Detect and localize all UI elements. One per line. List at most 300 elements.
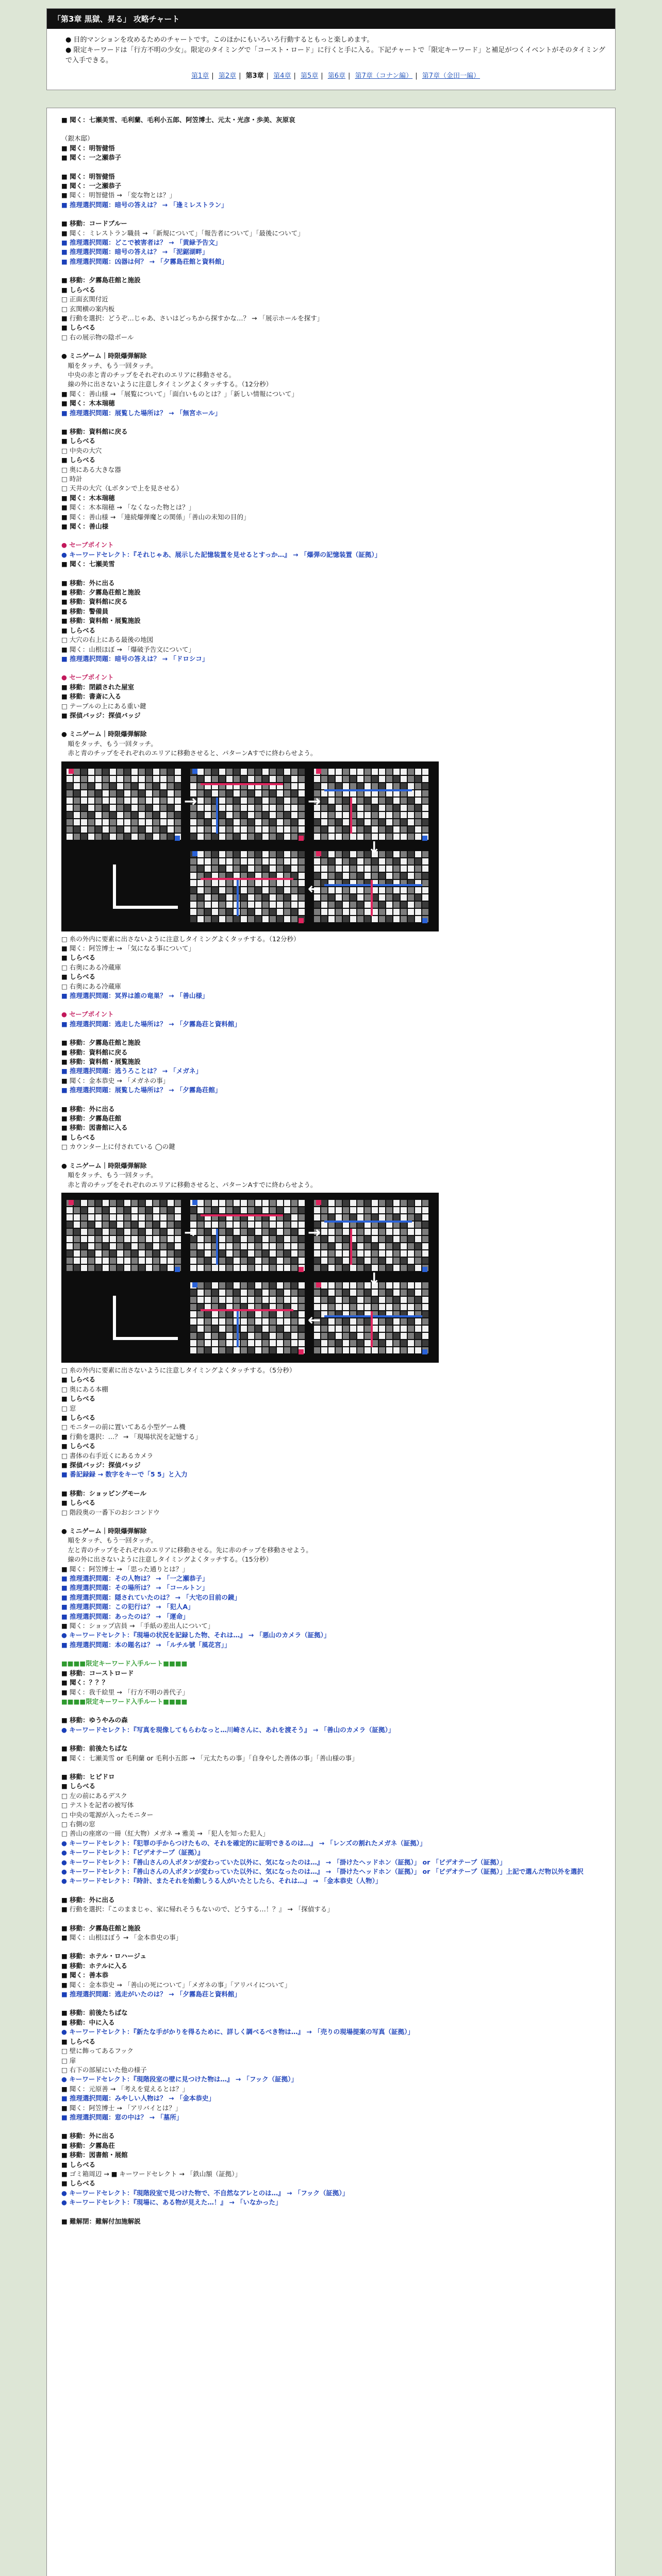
grid-cell: [168, 1207, 174, 1213]
grid-cell: [117, 826, 123, 833]
grid-cell: [190, 887, 196, 893]
grid-cell: [393, 858, 400, 865]
route-path: [324, 789, 412, 791]
flow-arrow-icon: ←: [308, 879, 321, 898]
grid-cell: [262, 1229, 269, 1235]
grid-cell: [95, 798, 102, 804]
grid-cell: [328, 887, 335, 893]
grid-cell: [321, 873, 327, 879]
grid-cell: [234, 866, 240, 872]
grid-cell: [379, 916, 385, 922]
chart-step: ■ しらべる: [61, 1442, 96, 1450]
grid-cell: [262, 1222, 269, 1228]
grid-cell: [205, 812, 211, 818]
grid-cell: [88, 826, 94, 833]
grid-cell: [328, 851, 335, 857]
grid-cell: [262, 1200, 269, 1206]
grid-cell: [270, 1282, 276, 1289]
grid-cell: [197, 776, 204, 782]
grid-cell: [379, 776, 385, 782]
grid-cell: [336, 866, 342, 872]
grid-cell: [299, 866, 305, 872]
grid-cell: [103, 783, 109, 789]
grid-cell: [314, 858, 320, 865]
grid-cell: [343, 826, 349, 833]
grid-cell: [248, 887, 254, 893]
grid-cell: [328, 1200, 335, 1206]
grid-cell: [321, 1347, 327, 1353]
grid-cell: [74, 805, 80, 811]
grid-cell: [357, 776, 363, 782]
chart-step: ■ 聞く：ショップ店員 → 「手紙の差出人について」: [61, 1622, 214, 1630]
grid-cell: [422, 1290, 428, 1296]
grid-cell: [386, 916, 392, 922]
grid-cell: [422, 1243, 428, 1249]
grid-cell: [226, 1326, 233, 1332]
chapter-link-1[interactable]: 第1章: [191, 72, 209, 80]
grid-cell: [284, 812, 290, 818]
grid-cell: [270, 1326, 276, 1332]
grid-cell: [226, 851, 233, 857]
grid-cell: [422, 902, 428, 908]
grid-cell: [393, 1207, 400, 1213]
grid-cell: [110, 1214, 116, 1221]
grid-cell: [255, 858, 261, 865]
chart-step: ■ 移動：外に出る: [61, 2132, 115, 2140]
grid-cell: [291, 783, 297, 789]
grid-cell: [175, 769, 181, 775]
grid-cell: [74, 1250, 80, 1257]
grid-cell: [386, 1207, 392, 1213]
deduction-question: ■ 推理選択問題：凶器は何？ → 「夕霧島荘館と資料館」: [61, 257, 228, 265]
grid-cell: [343, 819, 349, 825]
chart-step: ■ 移動：コードブルー: [61, 219, 127, 228]
grid-cell: [291, 858, 297, 865]
grid-cell: [139, 1200, 145, 1206]
grid-cell: [299, 826, 305, 833]
red-chip: [299, 918, 304, 923]
grid-cell: [336, 858, 342, 865]
grid-cell: [160, 783, 167, 789]
grid-cell: [336, 812, 342, 818]
grid-cell: [336, 1229, 342, 1235]
grid-cell: [408, 812, 414, 818]
grid-cell: [95, 776, 102, 782]
header-notes: [47, 29, 615, 90]
grid-cell: [67, 1258, 73, 1264]
grid-cell: [67, 783, 73, 789]
grid-cell: [219, 894, 225, 901]
limited-keyword-route: ■■■■限定キーワード入手ルート■■■■: [61, 1697, 188, 1705]
grid-cell: [241, 1207, 247, 1213]
grid-cell: [131, 834, 138, 840]
grid-cell: [226, 858, 233, 865]
grid-cell: [190, 1207, 196, 1213]
grid-cell: [190, 1340, 196, 1346]
grid-cell: [74, 826, 80, 833]
grid-cell: [197, 834, 204, 840]
chart-note: □ モニターの前に置いてある小型ゲーム機: [61, 1423, 186, 1431]
grid-cell: [168, 769, 174, 775]
route-path: [201, 783, 283, 785]
grid-cell: [139, 819, 145, 825]
grid-cell: [197, 1265, 204, 1271]
grid-cell: [386, 873, 392, 879]
grid-cell: [110, 1250, 116, 1257]
grid-cell: [110, 1207, 116, 1213]
chart-note: □ 奥にある大きな器: [61, 465, 121, 473]
grid-cell: [350, 916, 356, 922]
grid-cell: [255, 1318, 261, 1325]
grid-cell: [131, 1200, 138, 1206]
grid-cell: [408, 1236, 414, 1242]
route-path: [324, 884, 422, 886]
grid-cell: [190, 866, 196, 872]
grid-cell: [146, 1258, 152, 1264]
grid-cell: [205, 1243, 211, 1249]
grid-cell: [321, 1265, 327, 1271]
grid-cell: [212, 1207, 218, 1213]
grid-cell: [328, 1326, 335, 1332]
chapter-link-7-conan[interactable]: 第7章（コナン編）: [355, 72, 413, 80]
grid-cell: [88, 1207, 94, 1213]
grid-cell: [408, 1347, 414, 1353]
grid-cell: [226, 1200, 233, 1206]
grid-cell: [415, 887, 421, 893]
grid-cell: [393, 812, 400, 818]
grid-cell: [386, 1304, 392, 1310]
grid-cell: [219, 776, 225, 782]
grid-cell: [365, 1229, 371, 1235]
grid-cell: [357, 1236, 363, 1242]
grid-cell: [372, 1243, 378, 1249]
chart-note: （銀木邸）: [61, 134, 94, 143]
grid-cell: [146, 1236, 152, 1242]
grid-cell: [117, 1250, 123, 1257]
grid-cell: [175, 1243, 181, 1249]
grid-cell: [81, 783, 87, 789]
grid-cell: [212, 1326, 218, 1332]
grid-cell: [401, 1297, 407, 1303]
grid-cell: [393, 909, 400, 915]
grid-cell: [422, 812, 428, 818]
bomb-grid-panel: [67, 767, 185, 844]
grid-cell: [219, 858, 225, 865]
grid-cell: [299, 1333, 305, 1339]
grid-cell: [212, 1297, 218, 1303]
grid-cell: [110, 819, 116, 825]
grid-cell: [95, 769, 102, 775]
grid-cell: [190, 1250, 196, 1257]
grid-cell: [219, 769, 225, 775]
grid-cell: [67, 834, 73, 840]
grid-cell: [415, 1222, 421, 1228]
grid-cell: [415, 1340, 421, 1346]
chart-note: 線の外に出さないように注意しタイミングよくタッチする。（12分秒）: [61, 380, 273, 388]
grid-cell: [408, 1326, 414, 1332]
grid-cell: [131, 1250, 138, 1257]
chart-step: ■ 移動：警備員: [61, 607, 109, 615]
grid-cell: [415, 805, 421, 811]
route-path: [216, 1229, 218, 1265]
grid-cell: [343, 834, 349, 840]
chart-step: ■ 聞く：金本恭史 → 「善山の死について」「メガネの事」「アリバイについて」: [61, 1980, 291, 1989]
grid-cell: [422, 866, 428, 872]
chart-step: ■ 探偵バッジ：探偵バッジ: [61, 711, 141, 719]
chapter-nav: 第1章 | 第2章 | 第3章 | 第4章 | 第5章 | 第6章 | 第7章（コナン編） | 第7章（金田一編）: [191, 72, 480, 80]
grid-cell: [197, 1340, 204, 1346]
grid-cell: [226, 1282, 233, 1289]
chapter-link-7-kindaichi[interactable]: 第7章（金田一編）: [422, 72, 480, 80]
grid-cell: [386, 1236, 392, 1242]
grid-cell: [291, 1347, 297, 1353]
grid-cell: [241, 1282, 247, 1289]
chapter-link-4[interactable]: 第4章: [273, 72, 291, 80]
grid-cell: [103, 812, 109, 818]
grid-cell: [401, 1236, 407, 1242]
grid-cell: [365, 1304, 371, 1310]
minigame-bomb-diagram: [61, 761, 439, 931]
grid-cell: [277, 805, 283, 811]
grid-cell: [291, 834, 297, 840]
grid-cell: [146, 1243, 152, 1249]
grid-cell: [408, 1214, 414, 1221]
grid-cell: [415, 894, 421, 901]
spacer: [61, 342, 603, 351]
grid-cell: [95, 1222, 102, 1228]
grid-cell: [153, 826, 159, 833]
grid-cell: [190, 776, 196, 782]
grid-cell: [153, 798, 159, 804]
keyword-select: ● キーワードセレクト：『写真を現像してもらわなっと…川崎さんに、あれを渡そう』 → 「善山のカメラ（証拠）」: [61, 1725, 395, 1734]
grid-cell: [328, 1340, 335, 1346]
grid-cell: [299, 1229, 305, 1235]
grid-cell: [401, 776, 407, 782]
spacer: [61, 569, 603, 579]
grid-cell: [336, 805, 342, 811]
grid-cell: [393, 1304, 400, 1310]
grid-cell: [95, 812, 102, 818]
deduction-question: ■ 推理選択問題：あったのは？ → 「運命」: [61, 1612, 189, 1620]
grid-cell: [386, 826, 392, 833]
grid-cell: [350, 1340, 356, 1346]
grid-cell: [415, 1282, 421, 1289]
grid-cell: [160, 826, 167, 833]
chapter-link-6[interactable]: 第6章: [327, 72, 346, 80]
chapter-link-5[interactable]: 第5章: [300, 72, 319, 80]
grid-cell: [422, 769, 428, 775]
grid-cell: [393, 1282, 400, 1289]
chart-step: □ 善山の座席の一冊（紅大物）メガネ → 雅美 → 「犯人を知った犯人」: [61, 1829, 269, 1838]
grid-cell: [365, 812, 371, 818]
grid-cell: [95, 1258, 102, 1264]
grid-cell: [234, 776, 240, 782]
grid-cell: [343, 1333, 349, 1339]
grid-cell: [401, 819, 407, 825]
grid-cell: [336, 1258, 342, 1264]
grid-cell: [212, 880, 218, 886]
keyword-select: ● キーワードセレクト：『善山さんの人ボタンが変わっていた以外に、気になったのは…』 → 「掛けたヘッドホン（証拠）」 or 「ビデオテープ（証拠）」上記で選んだ物以外を選択: [61, 1868, 584, 1875]
grid-cell: [168, 812, 174, 818]
grid-cell: [160, 798, 167, 804]
save-point: ● セーブポイント: [61, 673, 114, 682]
grid-cell: [422, 1311, 428, 1317]
grid-cell: [401, 887, 407, 893]
grid-cell: [415, 1290, 421, 1296]
grid-cell: [321, 1340, 327, 1346]
grid-cell: [422, 909, 428, 915]
grid-cell: [88, 769, 94, 775]
grid-cell: [415, 798, 421, 804]
chart-note: 左と青のチップをそれぞれのエリアに移動させる。先に赤のチップを移動させよう。: [61, 1546, 312, 1554]
grid-cell: [379, 1214, 385, 1221]
grid-cell: [277, 1340, 283, 1346]
grid-cell: [219, 1200, 225, 1206]
grid-cell: [401, 783, 407, 789]
grid-cell: [379, 1236, 385, 1242]
grid-cell: [343, 783, 349, 789]
grid-cell: [379, 894, 385, 901]
grid-cell: [212, 858, 218, 865]
grid-cell: [357, 916, 363, 922]
grid-cell: [241, 1340, 247, 1346]
grid-cell: [365, 826, 371, 833]
grid-cell: [401, 1243, 407, 1249]
grid-cell: [241, 894, 247, 901]
grid-cell: [291, 1340, 297, 1346]
grid-cell: [328, 812, 335, 818]
grid-cell: [277, 1282, 283, 1289]
grid-cell: [117, 1229, 123, 1235]
grid-cell: [299, 819, 305, 825]
deduction-question: ■ 推理選択問題：その場所は？ → 「コールトン」: [61, 1584, 209, 1592]
grid-cell: [284, 1250, 290, 1257]
grid-cell: [415, 790, 421, 796]
grid-cell: [197, 1207, 204, 1213]
grid-cell: [190, 1311, 196, 1317]
grid-cell: [197, 1222, 204, 1228]
grid-cell: [234, 819, 240, 825]
grid-cell: [139, 834, 145, 840]
chart-step: ■ しらべる: [61, 954, 96, 962]
grid-cell: [74, 1222, 80, 1228]
chart-step: ■ 移動：ホテルに入る: [61, 1961, 128, 1970]
grid-cell: [299, 1214, 305, 1221]
grid-cell: [343, 1265, 349, 1271]
red-chip: [69, 1200, 74, 1205]
grid-cell: [67, 1207, 73, 1213]
grid-cell: [415, 1243, 421, 1249]
grid-cell: [415, 1236, 421, 1242]
grid-cell: [386, 1340, 392, 1346]
grid-cell: [234, 1236, 240, 1242]
grid-cell: [277, 866, 283, 872]
grid-cell: [314, 1290, 320, 1296]
grid-cell: [117, 805, 123, 811]
grid-cell: [88, 1243, 94, 1249]
deduction-question: ■ 推理選択問題：その人物は？ → 「一之瀬恭子」: [61, 1574, 209, 1583]
grid-cell: [205, 1297, 211, 1303]
grid-cell: [284, 1207, 290, 1213]
deduction-question: ■ 推理選択問題：どこで被害者は？ → 「黄緑予告文」: [61, 239, 222, 247]
red-chip: [316, 769, 321, 774]
grid-cell: [422, 1229, 428, 1235]
grid-cell: [365, 1207, 371, 1213]
grid-cell: [248, 1326, 254, 1332]
grid-cell: [277, 1290, 283, 1296]
grid-cell: [175, 790, 181, 796]
grid-cell: [241, 851, 247, 857]
grid-cell: [103, 1214, 109, 1221]
grid-cell: [343, 916, 349, 922]
grid-cell: [277, 790, 283, 796]
grid-cell: [74, 1265, 80, 1271]
grid-cell: [212, 790, 218, 796]
grid-cell: [328, 1333, 335, 1339]
grid-cell: [314, 916, 320, 922]
grid-cell: [379, 909, 385, 915]
grid-cell: [248, 1282, 254, 1289]
grid-cell: [336, 1347, 342, 1353]
deduction-question: ■ 推理選択問題：展覧した場所は？ → 「夕霧島荘館」: [61, 1086, 222, 1094]
grid-cell: [153, 805, 159, 811]
chart-note: 中央の赤と青のチップをそれぞれのエリアに移動させる。: [61, 370, 236, 379]
grid-cell: [212, 866, 218, 872]
grid-cell: [277, 916, 283, 922]
grid-cell: [357, 1243, 363, 1249]
grid-cell: [314, 1258, 320, 1264]
grid-cell: [408, 894, 414, 901]
grid-cell: [379, 858, 385, 865]
grid-cell: [321, 1326, 327, 1332]
grid-cell: [262, 834, 269, 840]
grid-cell: [284, 834, 290, 840]
grid-cell: [160, 776, 167, 782]
grid-cell: [350, 887, 356, 893]
grid-cell: [262, 858, 269, 865]
grid-cell: [291, 1229, 297, 1235]
grid-cell: [284, 1347, 290, 1353]
grid-cell: [219, 1282, 225, 1289]
grid-cell: [110, 1229, 116, 1235]
grid-cell: [379, 1297, 385, 1303]
grid-cell: [357, 1318, 363, 1325]
grid-cell: [386, 1258, 392, 1264]
grid-cell: [146, 783, 152, 789]
grid-cell: [153, 1200, 159, 1206]
grid-cell: [401, 1207, 407, 1213]
grid-cell: [197, 1243, 204, 1249]
grid-cell: [226, 887, 233, 893]
grid-cell: [393, 1333, 400, 1339]
chart-step: ■ しらべる: [61, 626, 96, 634]
grid-cell: [422, 1258, 428, 1264]
grid-cell: [262, 1340, 269, 1346]
grid-cell: [415, 1326, 421, 1332]
grid-cell: [343, 1326, 349, 1332]
grid-cell: [255, 894, 261, 901]
deduction-question: ■ 推理選択問題：逃うろことは？ → 「メガネ」: [61, 1067, 202, 1075]
grid-cell: [153, 1258, 159, 1264]
chapter-link-2[interactable]: 第2章: [218, 72, 237, 80]
grid-cell: [146, 1229, 152, 1235]
grid-cell: [357, 1282, 363, 1289]
blue-chip: [422, 1267, 427, 1272]
grid-cell: [81, 1214, 87, 1221]
grid-cell: [393, 1250, 400, 1257]
grid-cell: [422, 1207, 428, 1213]
grid-cell: [219, 1236, 225, 1242]
